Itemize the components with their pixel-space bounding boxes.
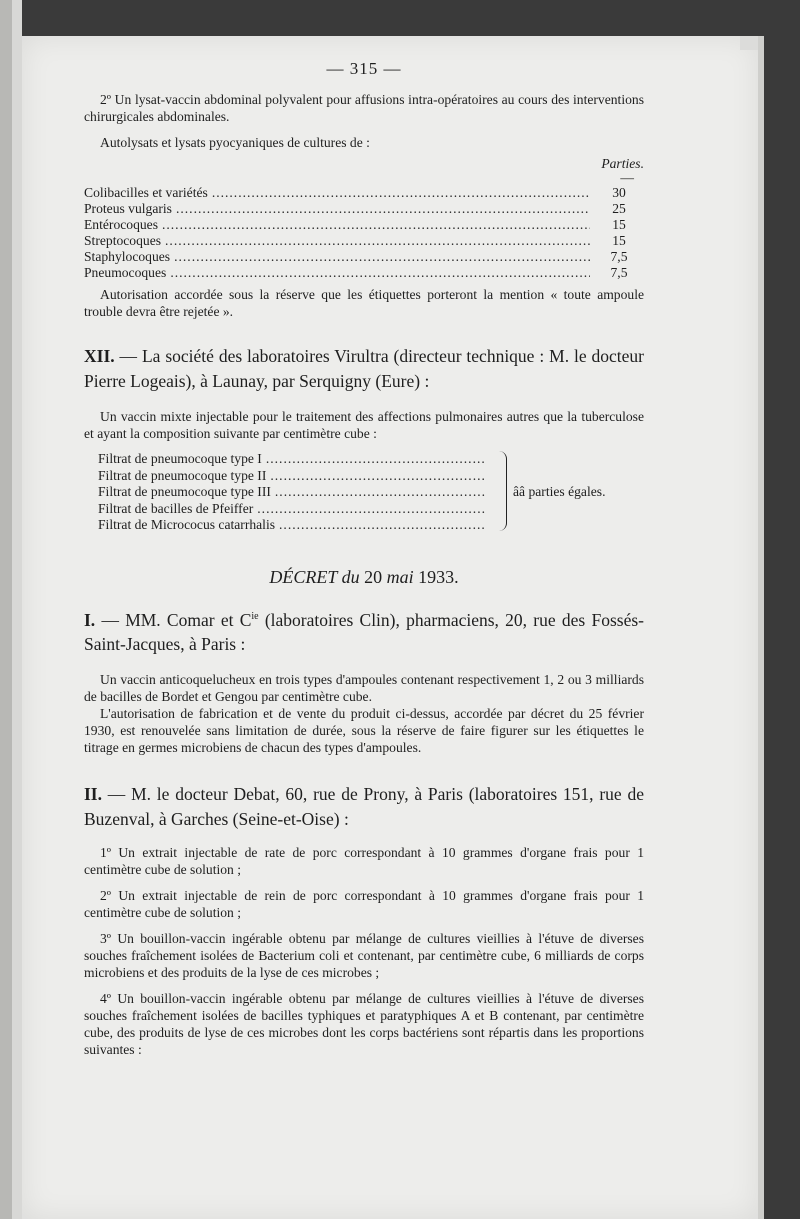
section-heading-i: I. — MM. Comar et $C^{ie}$ (laboratoires Clin), pharmaciens, 20, rue des Fossés-Saint-Jacques, à Paris : bbox=[84, 609, 644, 655]
paragraph-autorisation-fabrication: L'autorisation de fabrication et de vente du produit ci-dessus, accordée par décret du 25 février 1930, est renouvelée sans limitation de durée, sous la réserve de faire figurer sur les étiquettes le titrage en germes microbiens de chacun des types d'ampoules. bbox=[84, 706, 644, 756]
culture-row: Proteus vulgaris ..... 25 bbox=[84, 200, 644, 216]
page-content bbox=[84, 60, 644, 1058]
paragraph-lysat-vaccin: 2º Un lysat-vaccin abdominal polyvalent pour affusions intra-opératoires au cours des interventions chirurgicales abdominales. bbox=[84, 92, 644, 124]
paragraph-bouillon-typhiques: 4º Un bouillon-vaccin ingérable obtenu par mélange de cultures vieillies à l'étuve de diverses souches fraîchement isolées de bacilles typhiques et paratyphiques A et B contenant, par centimètre cube, des produits de lyse de ces microbes dont les corps bactériens sont répartis dans les proportions suivantes : bbox=[84, 991, 644, 1058]
section-heading-xii: XII. — La société des laboratoires Virultra (directeur technique : M. le docteur Pierre Logeais), à Launay, par Serquigny (Eure) : bbox=[84, 346, 644, 391]
page-number: — 315 — bbox=[326, 59, 402, 78]
decret-heading: DÉCRET du 20 mai 1933. bbox=[269, 566, 459, 587]
page-corner bbox=[740, 36, 758, 50]
cultures-table bbox=[84, 184, 644, 280]
culture-row: Staphylocoques ..... 7,5 bbox=[84, 248, 644, 264]
page-edge bbox=[758, 36, 764, 1219]
filtrat-row: Filtrat de pneumocoque type II ..... bbox=[98, 467, 490, 484]
paragraph-vaccin-mixte: Un vaccin mixte injectable pour le traitement des affections pulmonaires autres que la tuberculose et ayant la composition suivante par centimètre cube : bbox=[84, 409, 644, 441]
paragraph-autorisation: Autorisation accordée sous la réserve que les étiquettes porteront la mention « toute ampoule trouble devra être rejetée ». bbox=[84, 287, 644, 319]
culture-row: Entérocoques ..... 15 bbox=[84, 216, 644, 232]
filtrat-row: Filtrat de Micrococus catarrhalis ..... bbox=[98, 516, 490, 533]
paragraph-bouillon-coli: 3º Un bouillon-vaccin ingérable obtenu par mélange de cultures vieillies à l'étuve de diverses souches fraîchement isolées de Bacterium coli et contenant, par centimètre cube, 6 milliards de corps microbiens et des produits de la lyse de ces microbes ; bbox=[84, 931, 644, 981]
filtrat-row: Filtrat de pneumocoque type I ..... bbox=[98, 450, 490, 467]
paragraph-extrait-rate: 1º Un extrait injectable de rate de porc correspondant à 10 grammes d'organe frais pour 1 centimètre cube de solution ; bbox=[84, 845, 644, 878]
culture-row: Streptocoques ..... 15 bbox=[84, 232, 644, 248]
culture-row: Colibacilles et variétés ..... 30 bbox=[84, 184, 644, 200]
proportion-label: ââ parties égales. bbox=[513, 483, 606, 499]
culture-row: Pneumocoques ..... 7,5 bbox=[84, 264, 644, 280]
book-gutter bbox=[12, 0, 22, 1219]
filtrat-row: Filtrat de pneumocoque type III ..... bbox=[98, 483, 490, 500]
paragraph-autolysats: Autolysats et lysats pyocyaniques de cultures de : bbox=[100, 135, 370, 150]
paragraph-extrait-rein: 2º Un extrait injectable de rein de porc correspondant à 10 grammes d'organe frais pour 1 centimètre cube de solution ; bbox=[84, 888, 644, 921]
filtrat-row: Filtrat de bacilles de Pfeiffer ..... bbox=[98, 500, 490, 517]
parties-label: Parties. bbox=[601, 156, 644, 171]
filtrats-list bbox=[98, 450, 644, 533]
section-heading-ii: II. — M. le docteur Debat, 60, rue de Prony, à Paris (laboratoires 151, rue de Buzenval, à Garches (Seine-et-Oise) : bbox=[84, 784, 644, 830]
paragraph-vaccin-anticoquelucheux: Un vaccin anticoquelucheux en trois types d'ampoules contenant respectivement 1, 2 ou 3 milliards de bacilles de Bordet et Gengou par centimètre cube. bbox=[84, 672, 644, 705]
brace-icon bbox=[492, 451, 507, 531]
parties-dash: — bbox=[620, 170, 634, 185]
